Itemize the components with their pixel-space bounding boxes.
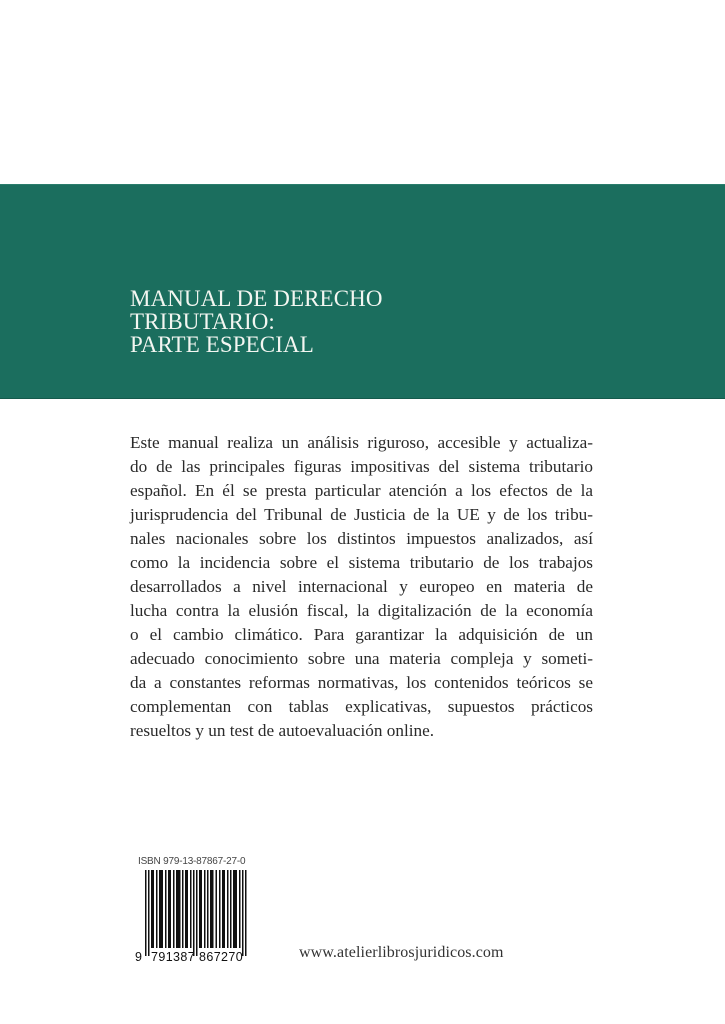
description-line: jurisprudencia del Tribunal de Justicia de la UE y de los tribu- (130, 505, 593, 524)
title-line: MANUAL DE DERECHO (130, 286, 383, 311)
barcode-digits-left: 791387 (151, 950, 196, 964)
description-line: o el cambio climático. Para garantizar la adquisición de un (130, 625, 593, 644)
description-line: adecuado conocimiento sobre una materia compleja y someti- (130, 649, 593, 668)
description-line: nales nacionales sobre los distintos impuestos analizados, así (130, 529, 593, 548)
description-line: resueltos y un test de autoevaluación online. (130, 721, 435, 740)
description-line: lucha contra la elusión fiscal, la digitalización de la economía (130, 601, 593, 620)
barcode-digit-first: 9 (135, 950, 143, 964)
book-description (130, 431, 593, 743)
description-line: do de las principales figuras impositivas del sistema tributario (130, 457, 593, 476)
title-line: PARTE ESPECIAL (130, 332, 314, 357)
description-line: da a constantes reformas normativas, los contenidos teóricos se (130, 673, 593, 692)
isbn-barcode (135, 856, 251, 968)
description-line: desarrollados a nivel internacional y europeo en materia de (130, 577, 593, 596)
barcode-icon (135, 870, 251, 956)
description-line: español. En él se presta particular atención a los efectos de la (130, 481, 593, 500)
description-line: como la incidencia sobre el sistema tributario de los trabajos (130, 553, 593, 572)
isbn-label: ISBN 979-13-87867-27-0 (138, 856, 246, 867)
description-line: Este manual realiza un análisis riguroso, accesible y actualiza- (130, 433, 593, 452)
publisher-website: www.atelierlibrosjuridicos.com (299, 944, 504, 961)
book-title (130, 287, 383, 356)
barcode-digits-right: 867270 (199, 950, 244, 964)
title-line: TRIBUTARIO: (130, 309, 275, 334)
description-line: complementan con tablas explicativas, supuestos prácticos (130, 697, 593, 716)
